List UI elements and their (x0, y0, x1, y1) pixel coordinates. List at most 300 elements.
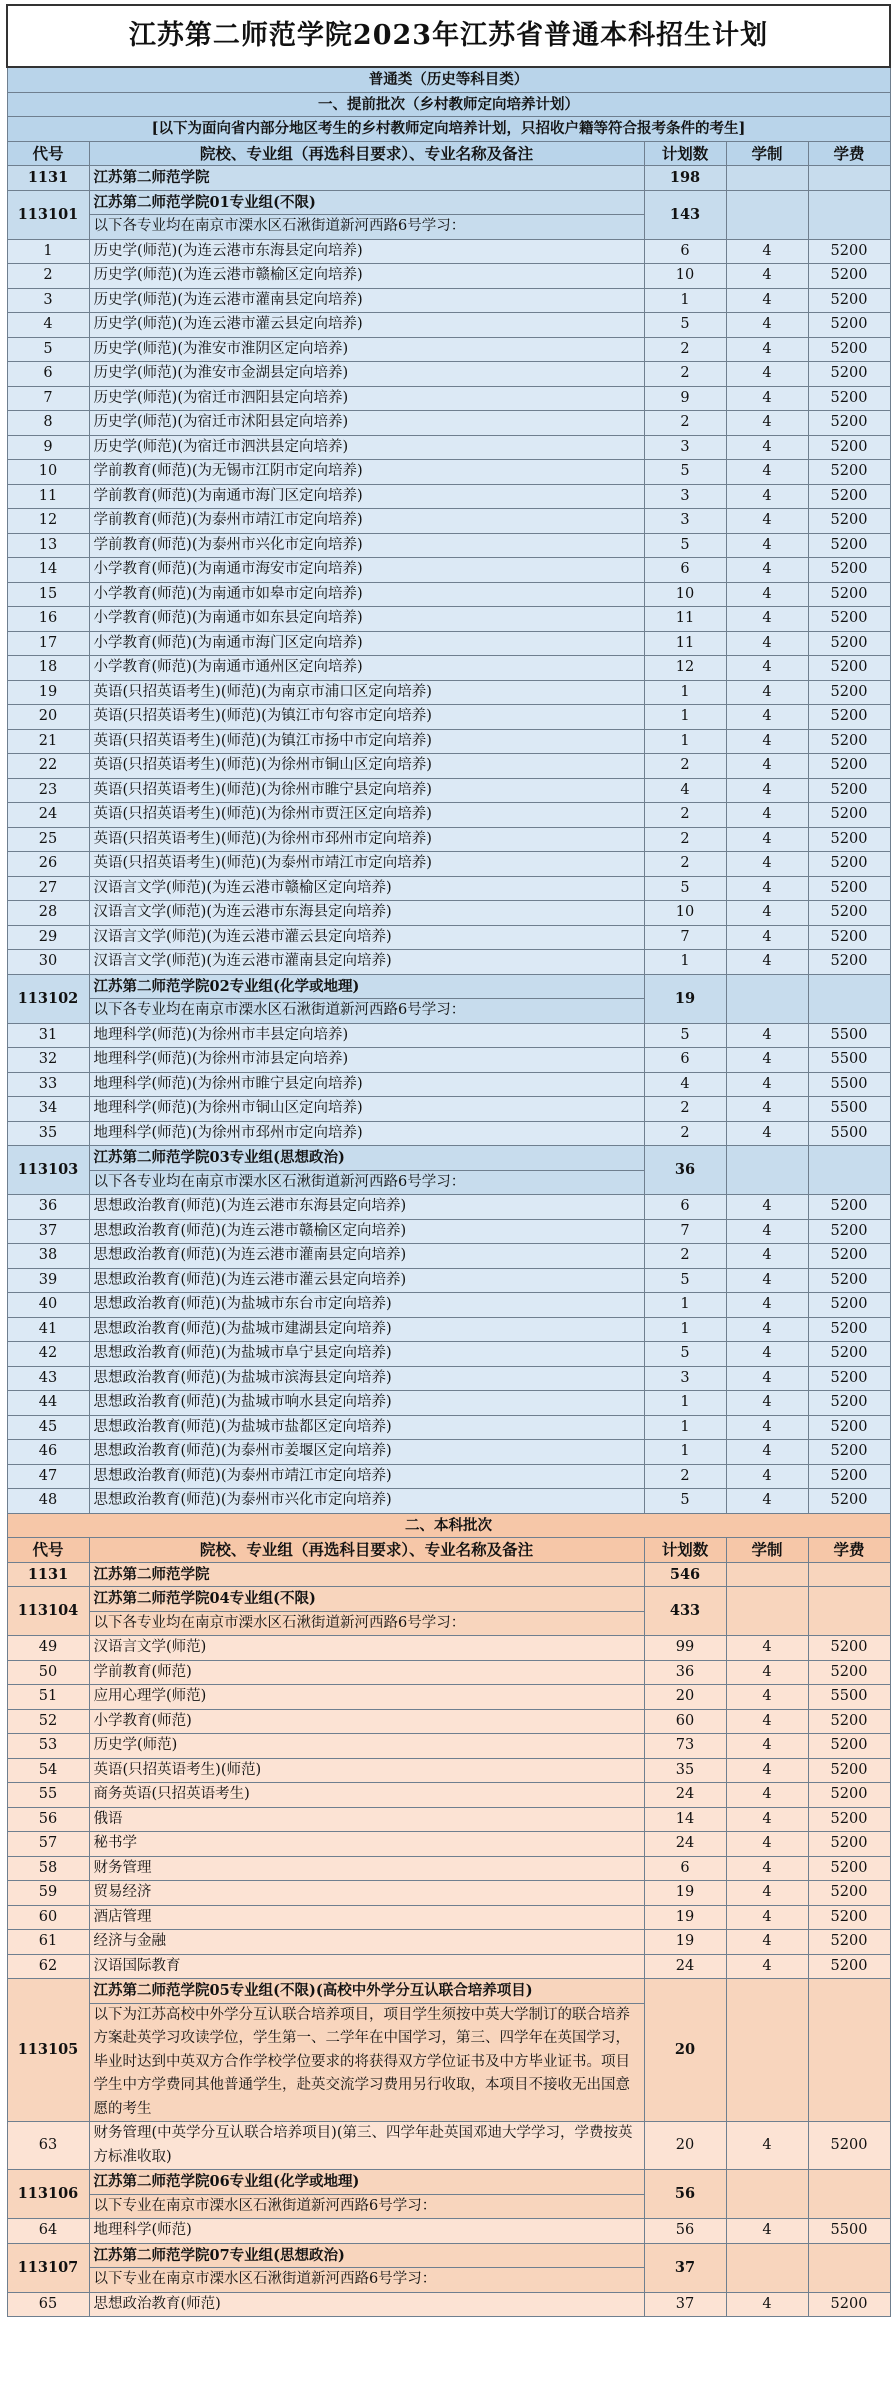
item-name: 思想政治教育(师范) (89, 2292, 644, 2317)
item-code: 45 (7, 1415, 89, 1440)
item-name: 思想政治教育(师范)(为盐城市响水县定向培养) (89, 1391, 644, 1416)
table-row (7, 607, 890, 632)
item-fee: 5200 (808, 705, 890, 730)
header-fee: 学费 (808, 141, 890, 166)
group-note: 以下各专业均在南京市溧水区石湫街道新河西路6号学习： (93, 1002, 466, 1018)
item-name: 小学教育(师范)(为南通市海门区定向培养) (89, 631, 644, 656)
item-fee: 5200 (808, 2122, 890, 2170)
item-fee: 5200 (808, 1832, 890, 1857)
item-fee: 5200 (808, 362, 890, 387)
item-name: 历史学(师范)(为淮安市淮阴区定向培养) (89, 337, 644, 362)
item-count: 5 (644, 1489, 726, 1514)
group-note: 以下各专业均在南京市溧水区石湫街道新河西路6号学习： (93, 1614, 466, 1631)
item-fee: 5500 (808, 1121, 890, 1146)
item-duration: 4 (726, 313, 808, 338)
batch-1-notice: [以下为面向省内部分地区考生的乡村教师定向培养计划，只招收户籍等符合报考条件的考生] (7, 117, 890, 142)
item-fee: 5200 (808, 925, 890, 950)
table-row (7, 1709, 890, 1734)
item-code: 35 (7, 1121, 89, 1146)
group-cell (89, 1979, 644, 2122)
item-name: 汉语言文学(师范)(为连云港市灌云县定向培养) (89, 925, 644, 950)
item-fee: 5200 (808, 1905, 890, 1930)
item-count: 2 (644, 337, 726, 362)
group-code: 113101 (7, 190, 89, 239)
header-code: 代号 (7, 141, 89, 166)
item-code: 8 (7, 411, 89, 436)
institution-count: 198 (644, 166, 726, 191)
item-duration: 4 (726, 1954, 808, 1979)
table-row (7, 1881, 890, 1906)
item-duration: 4 (726, 1734, 808, 1759)
item-fee: 5200 (808, 680, 890, 705)
item-duration: 4 (726, 362, 808, 387)
item-fee: 5200 (808, 239, 890, 264)
table-row (7, 1023, 890, 1048)
group-row (7, 190, 890, 239)
table-row (7, 313, 890, 338)
item-code: 6 (7, 362, 89, 387)
item-code: 2 (7, 264, 89, 289)
item-name: 思想政治教育(师范)(为泰州市靖江市定向培养) (89, 1464, 644, 1489)
item-code: 19 (7, 680, 89, 705)
group-note: 以下专业在南京市溧水区石湫街道新河西路6号学习： (93, 2271, 437, 2287)
item-name: 英语(只招英语考生)(师范)(为徐州市铜山区定向培养) (89, 754, 644, 779)
item-name: 学前教育(师范) (89, 1660, 644, 1685)
group-note: 以下为江苏高校中外学分互认联合培养项目，项目学生须按中英大学制订的联合培养方案赴英学习攻读学位，学生第一、二学年在中国学习，第三、四学年在英国学习，毕业时达到中英双方合作学校学位要求的将获得双方学位证书及中方毕业证书。项目学生中方学费同其他普通学生，赴英交流学习费用另行收取，本项目不接收无出国意愿的考生 (93, 2006, 630, 2117)
item-fee: 5200 (808, 1317, 890, 1342)
item-fee: 5200 (808, 778, 890, 803)
item-duration: 4 (726, 1366, 808, 1391)
item-duration: 4 (726, 288, 808, 313)
item-code: 58 (7, 1856, 89, 1881)
item-duration: 4 (726, 1342, 808, 1367)
table-row (7, 1660, 890, 1685)
item-name: 地理科学(师范)(为徐州市沛县定向培养) (89, 1048, 644, 1073)
item-count: 2 (644, 1121, 726, 1146)
group-note: 以下各专业均在南京市溧水区石湫街道新河西路6号学习： (93, 218, 466, 234)
item-name: 英语(只招英语考生)(师范)(为南京市浦口区定向培养) (89, 680, 644, 705)
item-duration: 4 (726, 1636, 808, 1661)
item-count: 1 (644, 705, 726, 730)
group-name: 江苏第二师范学院05专业组(不限)(高校中外学分互认联合培养项目) (90, 1979, 644, 2004)
item-code: 29 (7, 925, 89, 950)
item-fee: 5500 (808, 1097, 890, 1122)
item-count: 6 (644, 1048, 726, 1073)
table-row (7, 705, 890, 730)
item-name: 英语(只招英语考生)(师范)(为徐州市邳州市定向培养) (89, 827, 644, 852)
header-row-1 (7, 141, 890, 166)
item-fee: 5200 (808, 582, 890, 607)
item-fee: 5200 (808, 509, 890, 534)
item-code: 14 (7, 558, 89, 583)
item-duration: 4 (726, 558, 808, 583)
group-cell (89, 2170, 644, 2219)
item-code: 11 (7, 484, 89, 509)
item-code: 50 (7, 1660, 89, 1685)
group-code: 113102 (7, 974, 89, 1023)
item-name: 地理科学(师范)(为徐州市丰县定向培养) (89, 1023, 644, 1048)
item-count: 2 (644, 852, 726, 877)
item-duration: 4 (726, 1293, 808, 1318)
table-row (7, 1440, 890, 1465)
item-fee: 5200 (808, 950, 890, 975)
item-code: 56 (7, 1807, 89, 1832)
item-fee: 5200 (808, 1807, 890, 1832)
item-duration: 4 (726, 1391, 808, 1416)
table-row (7, 1758, 890, 1783)
item-code: 24 (7, 803, 89, 828)
table-row (7, 2292, 890, 2317)
header-duration: 学制 (726, 141, 808, 166)
item-fee: 5200 (808, 803, 890, 828)
table-row (7, 656, 890, 681)
item-fee: 5200 (808, 631, 890, 656)
item-code: 64 (7, 2219, 89, 2244)
group-name: 江苏第二师范学院02专业组(化学或地理) (90, 975, 644, 1000)
item-fee: 5200 (808, 656, 890, 681)
group-note: 以下专业在南京市溧水区石湫街道新河西路6号学习： (93, 2197, 437, 2214)
item-fee: 5200 (808, 1293, 890, 1318)
item-name: 汉语言文学(师范)(为连云港市灌南县定向培养) (89, 950, 644, 975)
item-code: 52 (7, 1709, 89, 1734)
item-duration: 4 (726, 2122, 808, 2170)
item-duration: 4 (726, 680, 808, 705)
item-fee: 5200 (808, 264, 890, 289)
item-count: 6 (644, 239, 726, 264)
item-code: 57 (7, 1832, 89, 1857)
item-code: 7 (7, 386, 89, 411)
institution-code: 1131 (7, 1562, 89, 1587)
item-duration: 4 (726, 1758, 808, 1783)
item-count: 2 (644, 827, 726, 852)
item-code: 42 (7, 1342, 89, 1367)
item-code: 13 (7, 533, 89, 558)
item-duration: 4 (726, 925, 808, 950)
table-row (7, 1391, 890, 1416)
item-code: 3 (7, 288, 89, 313)
item-code: 12 (7, 509, 89, 534)
item-code: 63 (7, 2122, 89, 2170)
item-name: 小学教育(师范)(为南通市通州区定向培养) (89, 656, 644, 681)
group-row (7, 1587, 890, 1636)
item-code: 41 (7, 1317, 89, 1342)
table-row (7, 288, 890, 313)
item-fee: 5200 (808, 1391, 890, 1416)
item-code: 62 (7, 1954, 89, 1979)
item-duration: 4 (726, 509, 808, 534)
table-row (7, 803, 890, 828)
category-heading: 普通类（历史等科目类） (7, 67, 890, 92)
item-fee: 5500 (808, 1048, 890, 1073)
item-count: 5 (644, 1268, 726, 1293)
group-code: 113104 (7, 1587, 89, 1636)
item-name: 英语(只招英语考生)(师范)(为徐州市睢宁县定向培养) (89, 778, 644, 803)
item-name: 地理科学(师范)(为徐州市铜山区定向培养) (89, 1097, 644, 1122)
item-count: 6 (644, 1195, 726, 1220)
item-fee: 5200 (808, 1464, 890, 1489)
item-duration: 4 (726, 1832, 808, 1857)
group-row (7, 1979, 890, 2122)
item-count: 19 (644, 1881, 726, 1906)
item-name: 小学教育(师范)(为南通市海安市定向培养) (89, 558, 644, 583)
item-count: 10 (644, 264, 726, 289)
item-code: 65 (7, 2292, 89, 2317)
item-fee: 5200 (808, 1244, 890, 1269)
item-name: 应用心理学(师范) (89, 1685, 644, 1710)
item-count: 60 (644, 1709, 726, 1734)
item-name: 学前教育(师范)(为南通市海门区定向培养) (89, 484, 644, 509)
item-name: 小学教育(师范)(为南通市如东县定向培养) (89, 607, 644, 632)
item-name: 商务英语(只招英语考生) (89, 1783, 644, 1808)
item-count: 24 (644, 1832, 726, 1857)
table-row (7, 1317, 890, 1342)
item-code: 25 (7, 827, 89, 852)
item-duration: 4 (726, 460, 808, 485)
item-count: 4 (644, 1072, 726, 1097)
item-code: 47 (7, 1464, 89, 1489)
item-duration: 4 (726, 1121, 808, 1146)
item-code: 22 (7, 754, 89, 779)
item-code: 55 (7, 1783, 89, 1808)
item-count: 6 (644, 1856, 726, 1881)
table-row (7, 1219, 890, 1244)
item-fee: 5200 (808, 558, 890, 583)
item-name: 历史学(师范)(为宿迁市沭阳县定向培养) (89, 411, 644, 436)
item-count: 3 (644, 484, 726, 509)
table-row (7, 1489, 890, 1514)
group-name: 江苏第二师范学院01专业组(不限) (90, 191, 644, 216)
table-row (7, 484, 890, 509)
item-duration: 4 (726, 901, 808, 926)
item-name: 思想政治教育(师范)(为盐城市盐都区定向培养) (89, 1415, 644, 1440)
item-count: 3 (644, 509, 726, 534)
header-count: 计划数 (644, 141, 726, 166)
item-count: 9 (644, 386, 726, 411)
item-fee: 5200 (808, 1758, 890, 1783)
item-count: 2 (644, 1244, 726, 1269)
group-row (7, 1146, 890, 1195)
item-duration: 4 (726, 656, 808, 681)
item-name: 贸易经济 (89, 1881, 644, 1906)
item-count: 5 (644, 1342, 726, 1367)
item-duration: 4 (726, 607, 808, 632)
item-count: 20 (644, 1685, 726, 1710)
item-count: 7 (644, 1219, 726, 1244)
table-row (7, 435, 890, 460)
item-count: 3 (644, 1366, 726, 1391)
item-name: 汉语国际教育 (89, 1954, 644, 1979)
item-count: 24 (644, 1954, 726, 1979)
item-name: 思想政治教育(师范)(为泰州市兴化市定向培养) (89, 1489, 644, 1514)
item-name: 历史学(师范)(为淮安市金湖县定向培养) (89, 362, 644, 387)
group-count: 19 (644, 974, 726, 1023)
batch-2-heading: 二、本科批次 (7, 1513, 890, 1538)
item-name: 汉语言文学(师范)(为连云港市东海县定向培养) (89, 901, 644, 926)
item-code: 27 (7, 876, 89, 901)
group-count: 433 (644, 1587, 726, 1636)
item-duration: 4 (726, 1783, 808, 1808)
item-name: 历史学(师范)(为连云港市东海县定向培养) (89, 239, 644, 264)
item-code: 44 (7, 1391, 89, 1416)
table-row (7, 1293, 890, 1318)
item-count: 1 (644, 950, 726, 975)
item-fee: 5500 (808, 1023, 890, 1048)
item-name: 学前教育(师范)(为无锡市江阴市定向培养) (89, 460, 644, 485)
table-row (7, 1734, 890, 1759)
item-duration: 4 (726, 337, 808, 362)
table-row (7, 1856, 890, 1881)
item-duration: 4 (726, 582, 808, 607)
table-row (7, 754, 890, 779)
item-name: 财务管理 (89, 1856, 644, 1881)
table-row (7, 950, 890, 975)
item-code: 48 (7, 1489, 89, 1514)
item-name: 思想政治教育(师范)(为盐城市建湖县定向培养) (89, 1317, 644, 1342)
item-count: 73 (644, 1734, 726, 1759)
item-count: 12 (644, 656, 726, 681)
item-duration: 4 (726, 1660, 808, 1685)
item-fee: 5200 (808, 1440, 890, 1465)
item-fee: 5200 (808, 1954, 890, 1979)
admission-plan-document (6, 4, 889, 2317)
item-count: 1 (644, 1293, 726, 1318)
item-fee: 5200 (808, 852, 890, 877)
table-row (7, 1268, 890, 1293)
item-name: 历史学(师范)(为连云港市赣榆区定向培养) (89, 264, 644, 289)
item-duration: 4 (726, 435, 808, 460)
item-name: 思想政治教育(师范)(为盐城市东台市定向培养) (89, 1293, 644, 1318)
item-fee: 5200 (808, 288, 890, 313)
item-count: 24 (644, 1783, 726, 1808)
item-fee: 5200 (808, 484, 890, 509)
item-count: 56 (644, 2219, 726, 2244)
batch-1-heading: 一、提前批次（乡村教师定向培养计划） (7, 92, 890, 117)
item-duration: 4 (726, 1685, 808, 1710)
item-count: 1 (644, 729, 726, 754)
item-name: 英语(只招英语考生)(师范)(为镇江市句容市定向培养) (89, 705, 644, 730)
item-name: 地理科学(师范)(为徐州市睢宁县定向培养) (89, 1072, 644, 1097)
item-fee: 5200 (808, 754, 890, 779)
document-title: 江苏第二师范学院2023年江苏省普通本科招生计划 (7, 5, 890, 67)
item-code: 32 (7, 1048, 89, 1073)
item-duration: 4 (726, 1881, 808, 1906)
item-count: 10 (644, 901, 726, 926)
table-row (7, 1366, 890, 1391)
table-row (7, 1072, 890, 1097)
institution-code: 1131 (7, 166, 89, 191)
table-row (7, 2122, 890, 2170)
item-fee: 5500 (808, 1685, 890, 1710)
item-duration: 4 (726, 1807, 808, 1832)
item-fee: 5200 (808, 1415, 890, 1440)
item-count: 5 (644, 460, 726, 485)
item-duration: 4 (726, 2219, 808, 2244)
group-count: 36 (644, 1146, 726, 1195)
table-row (7, 876, 890, 901)
item-count: 1 (644, 1317, 726, 1342)
header-row-2 (7, 1538, 890, 1563)
item-count: 14 (644, 1807, 726, 1832)
item-duration: 4 (726, 1048, 808, 1073)
item-duration: 4 (726, 729, 808, 754)
item-name: 思想政治教育(师范)(为泰州市姜堰区定向培养) (89, 1440, 644, 1465)
item-name: 历史学(师范)(为宿迁市泗洪县定向培养) (89, 435, 644, 460)
institution-row-1 (7, 166, 890, 191)
item-name: 英语(只招英语考生)(师范) (89, 1758, 644, 1783)
item-name: 历史学(师范)(为连云港市灌云县定向培养) (89, 313, 644, 338)
item-name: 思想政治教育(师范)(为盐城市阜宁县定向培养) (89, 1342, 644, 1367)
item-count: 11 (644, 607, 726, 632)
table-row (7, 582, 890, 607)
group-count: 20 (644, 1979, 726, 2122)
table-row (7, 533, 890, 558)
item-fee: 5200 (808, 1734, 890, 1759)
item-duration: 4 (726, 1489, 808, 1514)
item-count: 1 (644, 680, 726, 705)
group-name: 江苏第二师范学院04专业组(不限) (90, 1587, 644, 1612)
item-duration: 4 (726, 754, 808, 779)
table-row (7, 1807, 890, 1832)
item-fee: 5200 (808, 607, 890, 632)
group-row (7, 2243, 890, 2292)
item-count: 36 (644, 1660, 726, 1685)
item-count: 1 (644, 288, 726, 313)
item-code: 59 (7, 1881, 89, 1906)
item-fee: 5200 (808, 876, 890, 901)
item-duration: 4 (726, 803, 808, 828)
item-code: 5 (7, 337, 89, 362)
item-fee: 5200 (808, 533, 890, 558)
item-fee: 5200 (808, 1489, 890, 1514)
table-row (7, 239, 890, 264)
item-code: 15 (7, 582, 89, 607)
item-fee: 5200 (808, 1856, 890, 1881)
institution-name: 江苏第二师范学院 (89, 166, 644, 191)
table-row (7, 1342, 890, 1367)
item-code: 40 (7, 1293, 89, 1318)
item-name: 历史学(师范)(为连云港市灌南县定向培养) (89, 288, 644, 313)
item-code: 61 (7, 1930, 89, 1955)
item-fee: 5200 (808, 2292, 890, 2317)
item-count: 5 (644, 313, 726, 338)
item-name: 英语(只招英语考生)(师范)(为泰州市靖江市定向培养) (89, 852, 644, 877)
item-fee: 5200 (808, 1709, 890, 1734)
table-row (7, 1415, 890, 1440)
table-row (7, 1097, 890, 1122)
item-code: 4 (7, 313, 89, 338)
table-row (7, 1832, 890, 1857)
item-duration: 4 (726, 852, 808, 877)
item-duration: 4 (726, 950, 808, 975)
item-code: 1 (7, 239, 89, 264)
item-duration: 4 (726, 1856, 808, 1881)
item-code: 60 (7, 1905, 89, 1930)
table-row (7, 852, 890, 877)
item-count: 11 (644, 631, 726, 656)
item-duration: 4 (726, 1709, 808, 1734)
item-code: 23 (7, 778, 89, 803)
table-row (7, 411, 890, 436)
item-code: 53 (7, 1734, 89, 1759)
table-row (7, 1244, 890, 1269)
item-code: 16 (7, 607, 89, 632)
item-fee: 5200 (808, 729, 890, 754)
item-count: 2 (644, 411, 726, 436)
table-row (7, 631, 890, 656)
item-duration: 4 (726, 705, 808, 730)
item-code: 30 (7, 950, 89, 975)
item-count: 2 (644, 362, 726, 387)
